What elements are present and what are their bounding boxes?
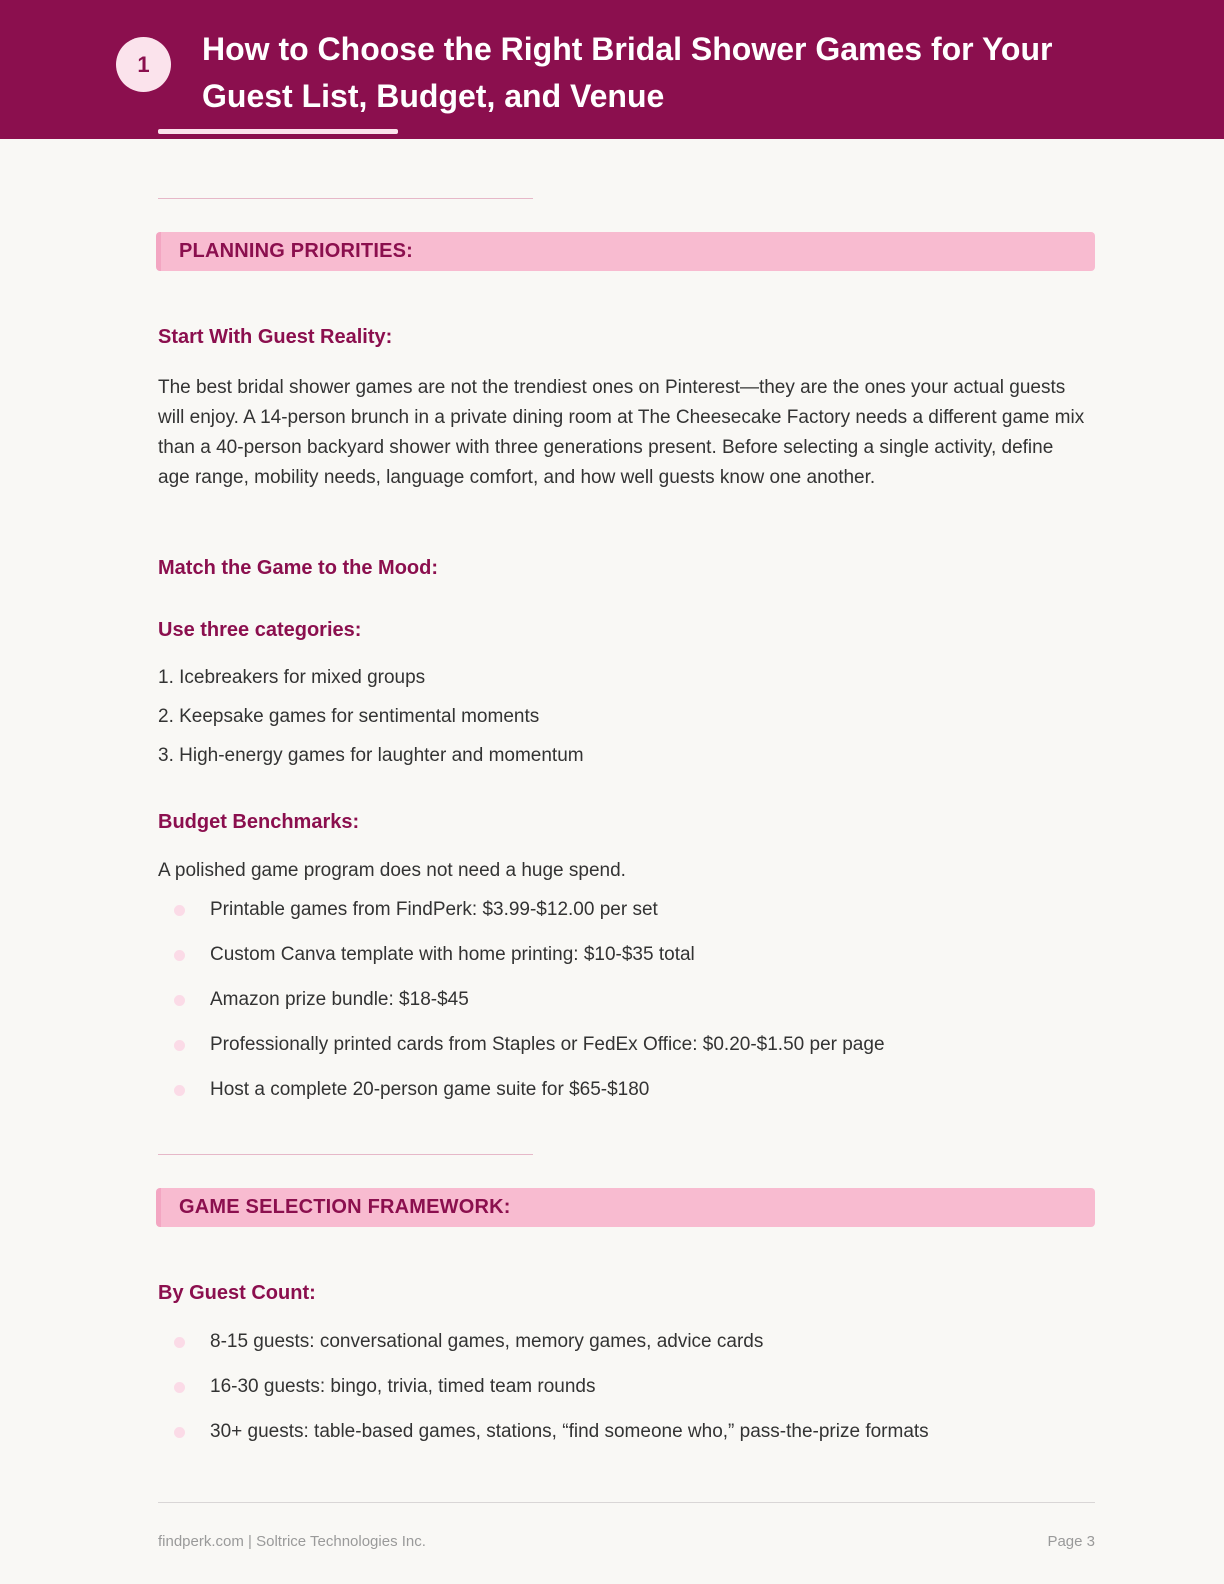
section-divider: [158, 198, 533, 199]
bullet-dot-icon: [174, 905, 185, 916]
section-heading-label: PLANNING PRIORITIES:: [179, 240, 414, 262]
paragraph-budget-intro: A polished game program does not need a huge spend.: [158, 860, 626, 881]
bullet-dot-icon: [174, 1337, 185, 1348]
subheading-three-categories: Use three categories:: [158, 619, 362, 641]
numbered-list-item: 1. Icebreakers for mixed groups: [158, 667, 426, 688]
list-item: [158, 1030, 1088, 1060]
list-item-text: 8-15 guests: conversational games, memory games, advice cards: [210, 1331, 764, 1352]
subheading-guest-count: By Guest Count:: [158, 1282, 316, 1304]
list-item-text: 30+ guests: table-based games, stations, “find someone who,” pass-the-prize formats: [210, 1421, 929, 1442]
bullet-dot-icon: [174, 1382, 185, 1393]
list-item: [158, 985, 1088, 1015]
footer-source: findperk.com | Soltrice Technologies Inc.: [158, 1533, 426, 1550]
page-title: How to Choose the Right Bridal Shower Games for Your Guest List, Budget, and Venue: [202, 31, 1053, 114]
subheading-guest-reality: Start With Guest Reality:: [158, 326, 393, 348]
list-item: [158, 1075, 1088, 1105]
bullet-dot-icon: [174, 950, 185, 961]
section-heading-label: GAME SELECTION FRAMEWORK:: [179, 1196, 511, 1218]
list-item-text: Custom Canva template with home printing: $10-$35 total: [210, 944, 695, 965]
page-header: [0, 0, 1224, 139]
list-item: [158, 1372, 1088, 1402]
section-heading-planning-priorities: [156, 232, 1095, 271]
numbered-list-item: 2. Keepsake games for sentimental moments: [158, 706, 540, 727]
list-item-text: Host a complete 20-person game suite for $65-$180: [210, 1079, 650, 1100]
list-item-text: 16-30 guests: bingo, trivia, timed team rounds: [210, 1376, 596, 1397]
page-number: Page 3: [1047, 1533, 1095, 1550]
list-item: [158, 1327, 1088, 1357]
list-item: [158, 940, 1088, 970]
bullet-dot-icon: [174, 1040, 185, 1051]
bullet-dot-icon: [174, 1427, 185, 1438]
subheading-budget-benchmarks: Budget Benchmarks:: [158, 811, 360, 833]
title-underline: [158, 129, 398, 134]
footer-divider: [158, 1502, 1095, 1503]
list-item-text: Amazon prize bundle: $18-$45: [210, 989, 469, 1010]
paragraph-guest-reality: The best bridal shower games are not the trendiest ones on Pinterest—they are the ones your actual guests will enjoy. A 14-person brunch in a private dining room at The Cheesecake Factory needs a different game mix than a 40-person backyard shower with three generations present. Before selecting a single activity, define age range, mobility needs, language comfort, and how well guests know one another.: [158, 377, 1085, 488]
bullet-dot-icon: [174, 995, 185, 1006]
section-heading-game-selection: [156, 1188, 1095, 1227]
list-item: [158, 1417, 1088, 1447]
bullet-dot-icon: [174, 1085, 185, 1096]
numbered-list-item: 3. High-energy games for laughter and momentum: [158, 745, 584, 766]
chapter-number-badge: 1: [116, 37, 171, 92]
list-item-text: Professionally printed cards from Staples or FedEx Office: $0.20-$1.50 per page: [210, 1034, 885, 1055]
section-divider: [158, 1154, 533, 1155]
list-item-text: Printable games from FindPerk: $3.99-$12.00 per set: [210, 899, 658, 920]
list-item: [158, 895, 1088, 925]
subheading-match-mood: Match the Game to the Mood:: [158, 557, 438, 579]
